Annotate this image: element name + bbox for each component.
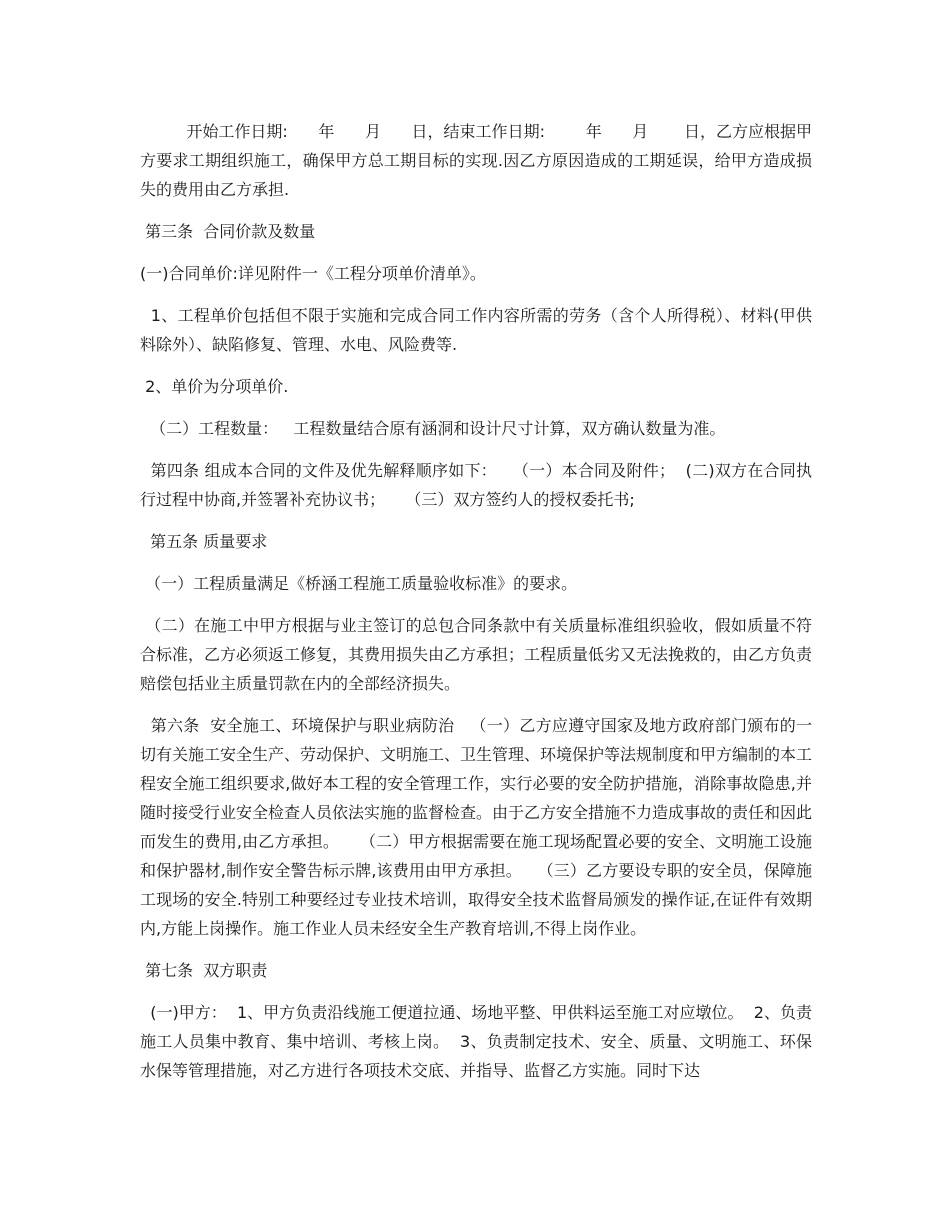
heading-article-7: 第七条 双方职责	[140, 961, 268, 980]
paragraph-article-6-safety: 第六条 安全施工、环境保护与职业病防治 （一）乙方应遵守国家及地方政府部门颁布的一切有关施工安全生产、劳动保护、文明施工、卫生管理、环境保护等法规制度和甲方编制的本工程安全施工组织要求,做好本工程的安全管理工作，实行必要的安全防护措施，消除事故隐患,并随时接受行业安全检查人员依法实施的监督检查。由于乙方安全措施不力造成事故的责任和因此而发生的费用,由乙方承担。 （二）甲方根据需要在施工现场配置必要的安全、文明施工设施和保护器材,制作安全警告标示牌,该费用由甲方承担。 （三）乙方要设专职的安全员，保障施工现场的安全.特别工种要经过专业技术培训，取得安全技术监督局颁发的操作证,在证件有效期内,方能上岗操作。施工作业人员未经安全生产教育培训,不得上岗作业。	[140, 716, 813, 938]
heading-article-3: 第三条 合同价款及数量	[140, 222, 316, 241]
paragraph-quality-acceptance: （二）在施工中甲方根据与业主签订的总包合同条款中有关质量标准组织验收，假如质量不符合标准，乙方必须返工修复，其费用损失由乙方承担；工程质量低劣又无法挽救的，由乙方负责赔偿包括业主质量罚款在内的全部经济损失。	[140, 616, 813, 693]
paragraph-unit-price: (一)合同单价:详见附件一《工程分项单价清单》。	[140, 264, 486, 283]
paragraph-unit-price-type: 2、单价为分项单价.	[140, 377, 289, 396]
paragraph-article-4: 第四条 组成本合同的文件及优先解释顺序如下： （一）本合同及附件； (二)双方在合同执行过程中协商,并签署补充协议书； （三）双方签约人的授权委托书;	[140, 461, 812, 509]
paragraph-quality-standard: （一）工程质量满足《桥涵工程施工质量验收标准》的要求。	[140, 574, 578, 593]
heading-article-5: 第五条 质量要求	[140, 532, 268, 551]
paragraph-work-dates: 开始工作日期: 年 月 日，结束工作日期: 年 月 日，乙方应根据甲方要求工期组织施工，确保甲方总工期目标的实现.因乙方原因造成的工期延误，给甲方造成损失的费用由乙方承担.	[140, 122, 812, 199]
paragraph-party-a-duties: (一)甲方： 1、甲方负责沿线施工便道拉通、场地平整、甲供料运至施工对应墩位。 2、负责施工人员集中教育、集中培训、考核上岗。 3、负责制定技术、安全、质量、文明施工、环保水保等管理措施，对乙方进行各项技术交底、并指导、监督乙方实施。同时下达	[140, 1003, 812, 1080]
document-body	[140, 117, 812, 1098]
paragraph-unit-price-scope: 1、工程单价包括但不限于实施和完成合同工作内容所需的劳务（含个人所得税）、材料(甲供料除外）、缺陷修复、管理、水电、风险费等.	[140, 306, 812, 354]
paragraph-quantity: （二）工程数量： 工程数量结合原有涵洞和设计尺寸计算，双方确认数量为准。	[140, 419, 726, 438]
